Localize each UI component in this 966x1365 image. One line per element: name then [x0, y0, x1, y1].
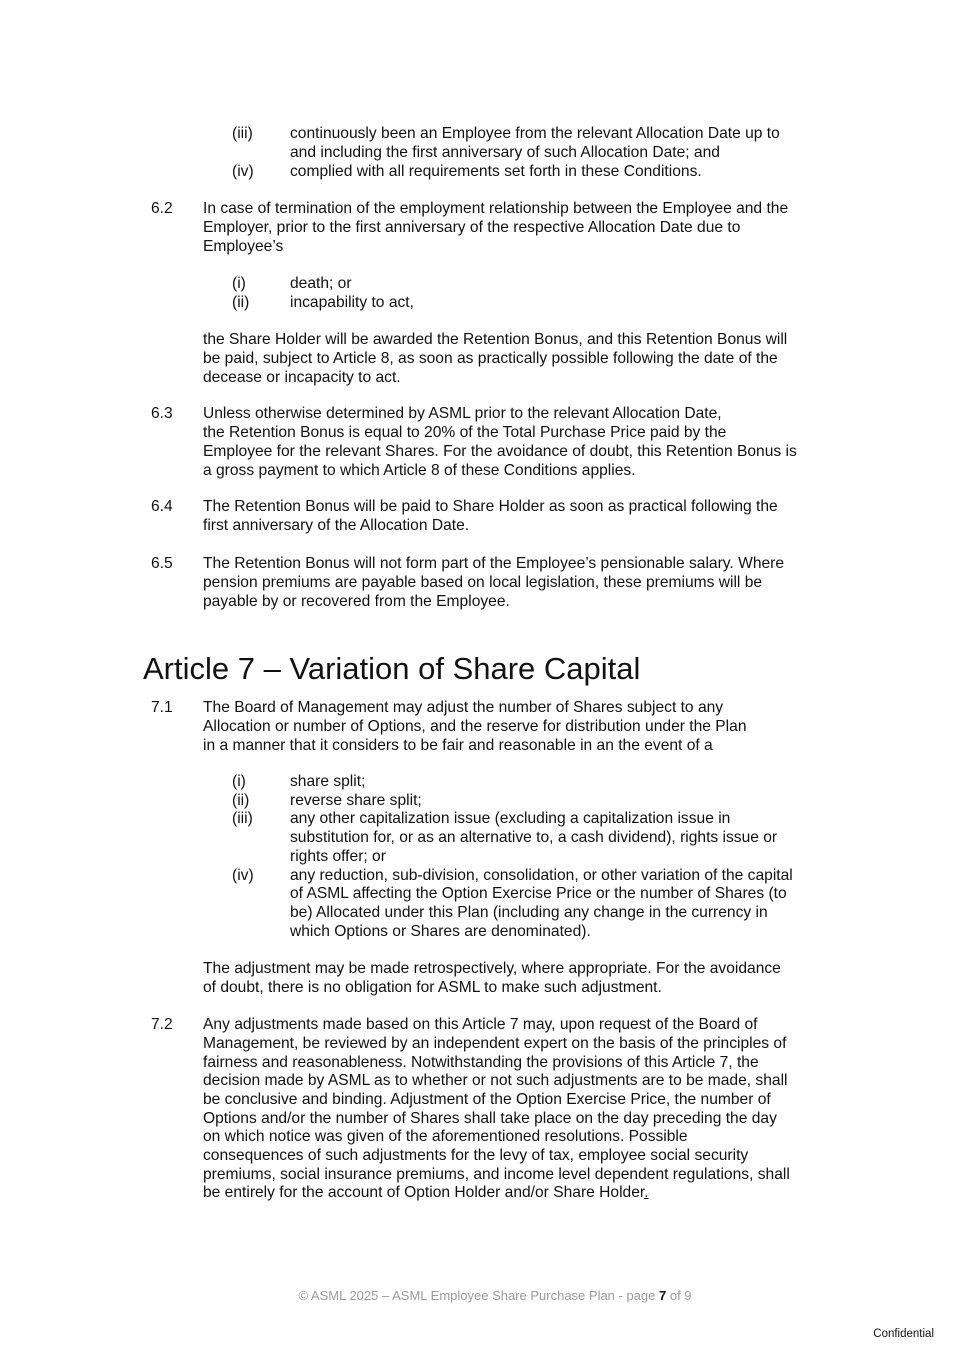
paragraph-line: payable by or recovered from the Employee.	[203, 593, 510, 610]
footer-text: © ASML 2025 – ASML Employee Share Purchase Plan - page	[298, 1288, 659, 1303]
paragraph-line: Unless otherwise determined by ASML prior to the relevant Allocation Date,	[203, 405, 722, 422]
paragraph-line: The adjustment may be made retrospectively, where appropriate. For the avoidance	[203, 960, 781, 977]
paragraph-line	[203, 1184, 649, 1203]
underlined-period: .	[644, 1184, 649, 1201]
paragraph-line: in a manner that it considers to be fair and reasonable in an the event of a	[203, 737, 713, 754]
paragraph-line: be conclusive and binding. Adjustment of the Option Exercise Price, the number of	[203, 1091, 771, 1108]
paragraph-line: premiums, social insurance premiums, and income level dependent regulations, shall	[203, 1166, 790, 1183]
clause-number: 6.5	[151, 555, 173, 572]
list-item-label: (iii)	[232, 810, 253, 827]
list-item-text: of ASML affecting the Option Exercise Price or the number of Shares (to	[290, 885, 787, 902]
list-item-label: (iv)	[232, 867, 254, 884]
paragraph-line: In case of termination of the employment relationship between the Employee and the	[203, 200, 789, 217]
clause-number: 7.2	[151, 1016, 173, 1033]
paragraph-line: of doubt, there is no obligation for ASML to make such adjustment.	[203, 979, 662, 996]
list-item-text: any other capitalization issue (excluding a capitalization issue in	[290, 810, 731, 827]
list-item-text: substitution for, or as an alternative to, a cash dividend), rights issue or	[290, 829, 778, 846]
clause-number: 6.4	[151, 498, 173, 515]
list-item-text: and including the first anniversary of such Allocation Date; and	[290, 144, 720, 161]
list-item-label: (i)	[232, 275, 246, 292]
paragraph-line: the Retention Bonus is equal to 20% of the Total Purchase Price paid by the	[203, 424, 727, 441]
list-item-text: rights offer; or	[290, 848, 386, 865]
article-heading: Article 7 – Variation of Share Capital	[143, 651, 641, 686]
paragraph-line: the Share Holder will be awarded the Retention Bonus, and this Retention Bonus will	[203, 331, 788, 348]
confidential-label: Confidential	[873, 1328, 934, 1340]
clause-number: 6.3	[151, 405, 173, 422]
paragraph-line: Management, be reviewed by an independent expert on the basis of the principles of	[203, 1035, 787, 1052]
list-item-text: be) Allocated under this Plan (including any change in the currency in	[290, 904, 768, 921]
paragraph-line: The Board of Management may adjust the number of Shares subject to any	[203, 699, 724, 716]
paragraph-line: consequences of such adjustments for the levy of tax, employee social security	[203, 1147, 749, 1164]
paragraph-line: a gross payment to which Article 8 of these Conditions applies.	[203, 462, 636, 479]
list-item-label: (iv)	[232, 163, 254, 180]
paragraph-line: first anniversary of the Allocation Date.	[203, 517, 470, 534]
list-item-text: reverse share split;	[290, 792, 422, 809]
paragraph-line: decision made by ASML as to whether or not such adjustments are to be made, shall	[203, 1072, 788, 1089]
list-item-text: share split;	[290, 773, 366, 790]
paragraph-line: Allocation or number of Options, and the reserve for distribution under the Plan	[203, 718, 747, 735]
clause-number: 7.1	[151, 699, 173, 716]
paragraph-line: Employee for the relevant Shares. For the avoidance of doubt, this Retention Bonus is	[203, 443, 797, 460]
list-item-text: any reduction, sub-division, consolidation, or other variation of the capital	[290, 867, 793, 884]
paragraph-text: be entirely for the account of Option Holder and/or Share Holder	[203, 1184, 645, 1201]
list-item-label: (ii)	[232, 792, 250, 809]
footer-page-total: of 9	[666, 1288, 692, 1303]
paragraph-line: be paid, subject to Article 8, as soon as practically possible following the date of the	[203, 350, 778, 367]
paragraph-line: The Retention Bonus will be paid to Share Holder as soon as practical following the	[203, 498, 778, 515]
list-item-text: complied with all requirements set forth in these Conditions.	[290, 163, 702, 180]
clause-number: 6.2	[151, 200, 173, 217]
list-item-label: (i)	[232, 773, 246, 790]
page-footer	[0, 1288, 966, 1304]
paragraph-line: Any adjustments made based on this Article 7 may, upon request of the Board of	[203, 1016, 758, 1033]
list-item-label: (ii)	[232, 294, 250, 311]
paragraph-line: Employee’s	[203, 238, 284, 255]
page-number: 7	[659, 1288, 667, 1303]
paragraph-line: on which notice was given of the aforementioned resolutions. Possible	[203, 1128, 688, 1145]
list-item-label: (iii)	[232, 125, 253, 142]
list-item-text: death; or	[290, 275, 352, 292]
paragraph-line: pension premiums are payable based on local legislation, these premiums will be	[203, 574, 763, 591]
paragraph-line: Employer, prior to the first anniversary of the respective Allocation Date due to	[203, 219, 741, 236]
paragraph-line: Options and/or the number of Shares shall take place on the day preceding the day	[203, 1110, 777, 1127]
list-item-text: incapability to act,	[290, 294, 414, 311]
paragraph-line: decease or incapacity to act.	[203, 369, 401, 386]
paragraph-line: fairness and reasonableness. Notwithstanding the provisions of this Article 7, the	[203, 1054, 759, 1071]
paragraph-line: The Retention Bonus will not form part of the Employee’s pensionable salary. Where	[203, 555, 785, 572]
list-item-text: continuously been an Employee from the relevant Allocation Date up to	[290, 125, 780, 142]
list-item-text: which Options or Shares are denominated).	[290, 923, 591, 940]
